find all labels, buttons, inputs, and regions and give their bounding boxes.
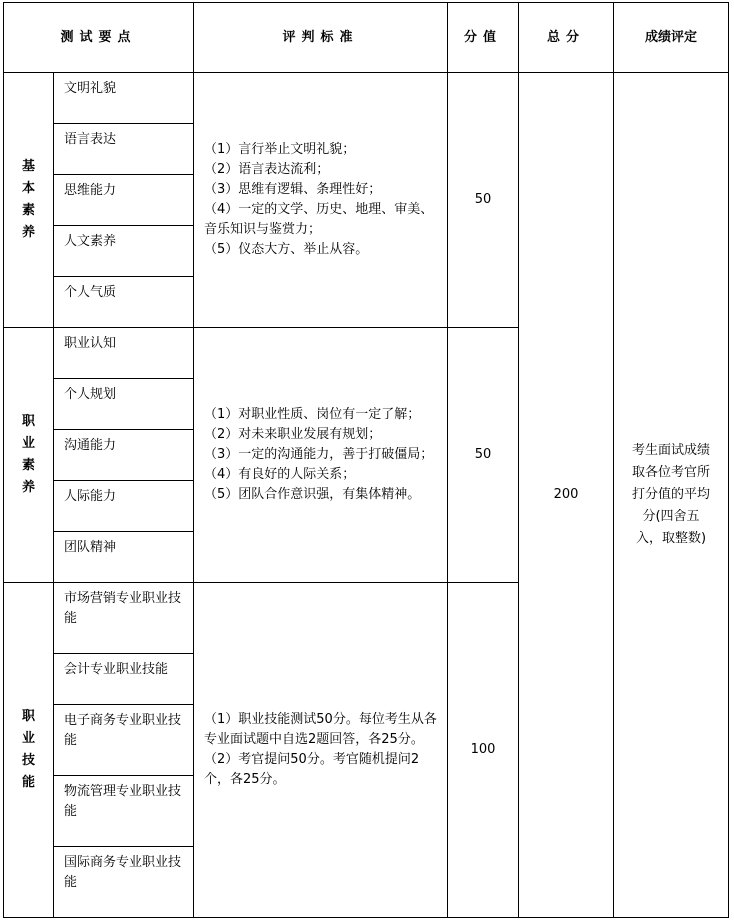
header-row (4, 3, 729, 73)
criteria-professional (194, 328, 448, 583)
test-item: 人际能力 (54, 481, 194, 532)
criteria-line: （5）团队合作意识强，有集体精神。 (204, 487, 421, 502)
criteria-line: （5）仪态大方、举止从容。 (204, 242, 369, 257)
category-char: 养 (21, 225, 35, 240)
criteria-line: （2）语言表达流利； (204, 162, 330, 177)
category-char: 素 (21, 458, 35, 473)
test-item: 文明礼貌 (54, 73, 194, 124)
category-char: 养 (21, 480, 35, 495)
test-item: 个人规划 (54, 379, 194, 430)
score-basic: 50 (448, 73, 519, 328)
test-item: 物流管理专业职业技能 (54, 776, 194, 847)
category-char: 职 (21, 414, 35, 429)
test-item: 电子商务专业职业技能 (54, 705, 194, 776)
criteria-line: （2）对未来职业发展有规划； (204, 427, 382, 442)
category-char: 职 (21, 709, 35, 724)
test-item: 市场营销专业职业技能 (54, 583, 194, 654)
total-score: 200 (519, 73, 614, 918)
rating-rule: 考生面试成绩取各位考官所打分值的平均分(四舍五入，取整数) (614, 73, 729, 918)
criteria-line: （3）思维有逻辑、条理性好； (204, 182, 382, 197)
header-rating (614, 3, 729, 73)
criteria-line: （1）对职业性质、岗位有一定了解； (204, 407, 421, 422)
criteria-line: （4）一定的文学、历史、地理、审美、音乐知识与鉴赏力； (204, 202, 434, 237)
header-score: 分值 (448, 3, 519, 73)
test-item: 国际商务专业职业技能 (54, 847, 194, 918)
score-professional: 50 (448, 328, 519, 583)
criteria-line: （4）有良好的人际关系； (204, 467, 356, 482)
category-char: 业 (21, 436, 35, 451)
category-professional (4, 328, 54, 583)
score-skills: 100 (448, 583, 519, 918)
category-char: 能 (21, 775, 35, 790)
test-item: 语言表达 (54, 124, 194, 175)
header-criteria: 评判标准 (194, 3, 448, 73)
criteria-line: （1）职业技能测试50分。每位考生从各专业面试题中自选2题回答，各25分。 (204, 712, 437, 747)
category-skills (4, 583, 54, 918)
category-char: 业 (21, 731, 35, 746)
criteria-skills (194, 583, 448, 918)
test-item: 会计专业职业技能 (54, 654, 194, 705)
category-char: 素 (21, 203, 35, 218)
criteria-line: （3）一定的沟通能力，善于打破僵局； (204, 447, 434, 462)
test-item: 职业认知 (54, 328, 194, 379)
category-char: 基 (21, 159, 35, 174)
header-points: 测试要点 (4, 3, 194, 73)
test-item: 个人气质 (54, 277, 194, 328)
test-item: 沟通能力 (54, 430, 194, 481)
category-char: 本 (21, 181, 35, 196)
criteria-line: （2）考官提问50分。考官随机提问2个，各25分。 (204, 752, 420, 787)
test-item: 思维能力 (54, 175, 194, 226)
test-item: 人文素养 (54, 226, 194, 277)
criteria-basic (194, 73, 448, 328)
scoring-table (3, 2, 729, 918)
header-rating-label: 成绩评定 (645, 29, 698, 45)
category-basic (4, 73, 54, 328)
criteria-line: （1）言行举止文明礼貌； (204, 142, 356, 157)
category-char: 技 (21, 753, 35, 768)
header-total: 总分 (519, 3, 614, 73)
table-row (4, 73, 729, 124)
test-item: 团队精神 (54, 532, 194, 583)
